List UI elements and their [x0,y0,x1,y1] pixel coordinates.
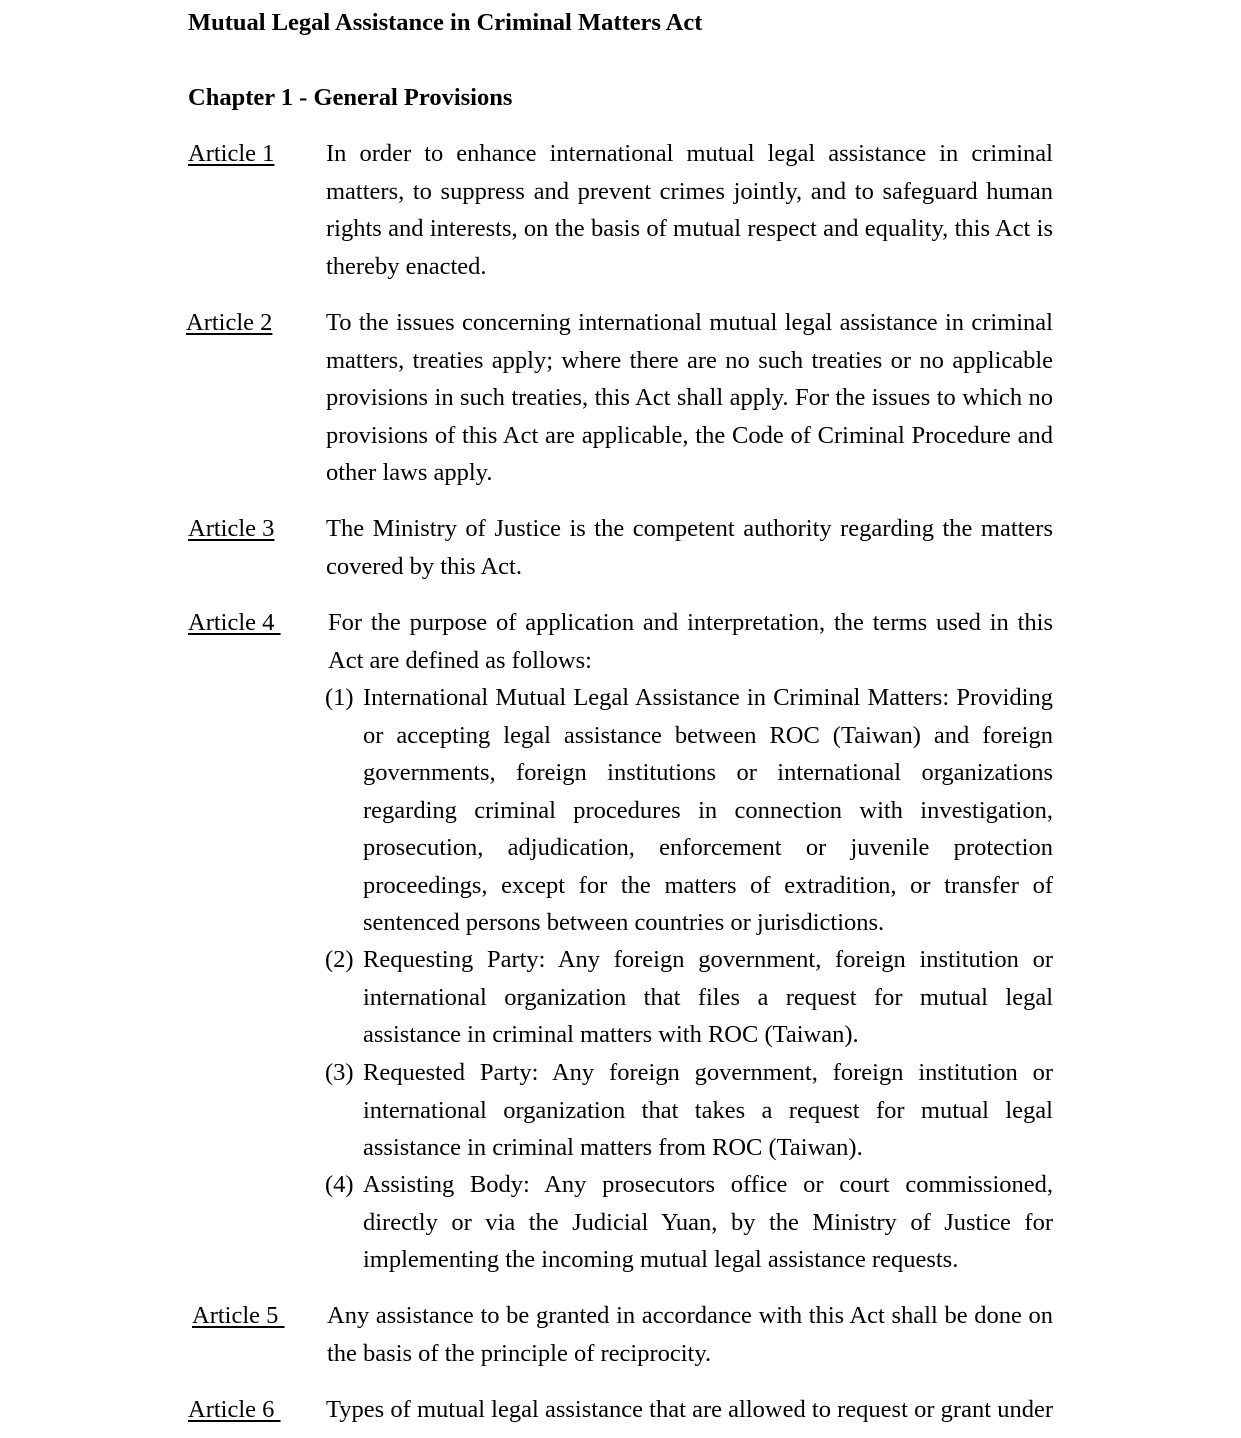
article-label: Article 5 [192,1302,285,1329]
article-text: For the purpose of application and interpretation, the terms used in this Act are defined as follows: [328,609,1053,674]
definition-item [325,941,1053,1054]
definition-number: (2) [325,946,354,973]
article-text: To the issues concerning international mutual legal assistance in criminal matters, treaties apply; where there are no such treaties or no applicable provisions in such treaties, this Act shall apply. For the issues to which no provisions of this Act are applicable, the Code of Criminal Procedure and other laws apply. [326,309,1053,486]
article-text-content: The Ministry of Justice is the competent authority regarding the matters covered by this Act. [326,515,1053,580]
article-label: Article 1 [188,140,275,167]
article-text [326,510,1053,585]
article-text: In order to enhance international mutual legal assistance in criminal matters, to suppress and prevent crimes jointly, and to safeguard human rights and interests, on the basis of mutual respect and equality, this Act is thereby enacted. [326,140,1053,280]
document-title: Mutual Legal Assistance in Criminal Matters Act [188,9,703,36]
article-text: Any assistance to be granted in accordance with this Act shall be done on the basis of the principle of reciprocity. [327,1302,1053,1367]
definition-item [325,679,1053,942]
article-label: Article 2 [186,309,273,336]
definition-number: (4) [325,1171,354,1198]
definition-number: (1) [325,684,354,711]
definition-text: International Mutual Legal Assistance in Criminal Matters: Providing or accepting legal assistance between ROC (Taiwan) and foreign governments, foreign institutions or international organizations regarding criminal procedures in connection with investigation, prosecution, adjudication, enforcement or juvenile protection proceedings, except for the matters of extradition, or transfer of sentenced persons between countries or jurisdictions. [363,684,1053,936]
article-label: Article 3 [188,515,275,542]
definition-item [325,1166,1053,1279]
article-label: Article 6 [188,1396,281,1423]
definition-item [325,1054,1053,1167]
article-label: Article 4 [188,609,281,636]
definition-number: (3) [325,1059,354,1086]
article-text: Types of mutual legal assistance that are allowed to request or grant under [326,1396,1053,1423]
definition-text: Assisting Body: Any prosecutors office or court commissioned, directly or via the Judicial Yuan, by the Ministry of Justice for implementing the incoming mutual legal assistance requests. [363,1171,1053,1273]
definition-text: Requesting Party: Any foreign government, foreign institution or international organization that files a request for mutual legal assistance in criminal matters with ROC (Taiwan). [363,946,1053,1048]
chapter-heading: Chapter 1 - General Provisions [188,84,513,111]
definition-text: Requested Party: Any foreign government, foreign institution or international organization that takes a request for mutual legal assistance in criminal matters from ROC (Taiwan). [363,1059,1053,1161]
